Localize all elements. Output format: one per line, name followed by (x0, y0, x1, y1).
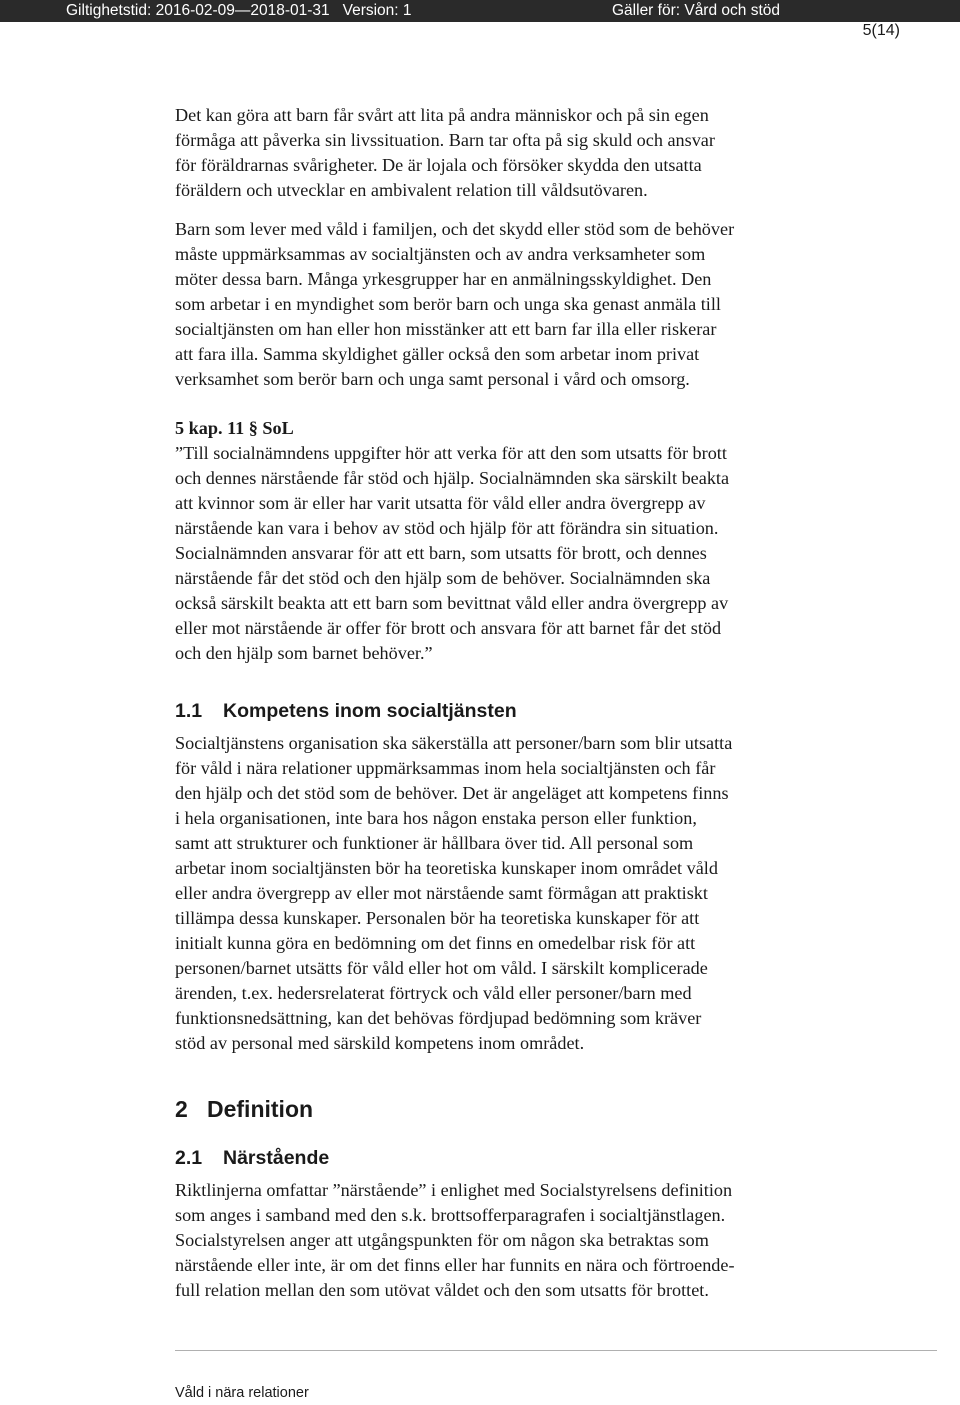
section-title: Närstående (223, 1147, 330, 1169)
section-heading-1-1 (175, 700, 517, 723)
section-title: Kompetens inom socialtjänsten (223, 700, 517, 722)
section-heading-2 (175, 1096, 313, 1123)
validity-version-text: Giltighetstid: 2016-02-09—2018-01-31 Version: 1 (66, 2, 412, 19)
document-header-bar (0, 0, 960, 22)
paragraph-definition-close-relative (175, 1178, 835, 1303)
law-reference-chapter: 5 kap. (175, 418, 223, 438)
section-number: 1.1 (175, 700, 203, 722)
paragraph-children-trust (175, 103, 835, 203)
page-number: 5(14) (862, 22, 900, 39)
paragraph-reporting-duty (175, 217, 835, 392)
law-quote-text: ”Till socialnämndens uppgifter hör att verka för att den som utsatts för brott och dennes närstående får stöd och hjälp. Socialnämnden ska särskilt beakta att kvinnor som är eller har varit utsatta för våld eller andra övergrepp av närstående kan vara i behov av stöd och hjälp för att förändra sin situation. Socialnämnden ansvarar för att ett barn, som utsatts för brott, och dennes närstående får det stöd och den hjälp som de behöver. Socialnämnden ska också särskilt beakta att ett barn som bevittnat våld eller andra övergrepp av eller mot närstående är offer för brott och ansvara för att barnet får det stöd och den hjälp som barnet behöver.” (175, 443, 730, 663)
paragraph-text: Riktlinjerna omfattar ”närstående” i enlighet med Socialstyrelsens definition som anges i samband med den s.k. brottsofferparagrafen i socialtjänstlagen. Socialstyrelsen anger att utgångspunkten för om någon ska betraktas som närstående eller inte, är om det finns eller har funnits en nära och förtroende- full relation mellan den som utövat våldet och den som utsatts för brottet. (175, 1180, 735, 1300)
section-number: 2 (175, 1096, 188, 1122)
applies-to-text: Gäller för: Vård och stöd (612, 2, 780, 19)
footer-title: Våld i nära relationer (175, 1385, 309, 1401)
section-title: Definition (207, 1096, 314, 1122)
law-reference-section: 11 § SoL (222, 418, 294, 438)
paragraph-text: Socialtjänstens organisation ska säkerställa att personer/barn som blir utsatta för våld i nära relationer uppmärksammas inom hela socialtjänsten och får den hjälp och det stöd som de behöver. Det är angeläget att kompetens finns i hela organisationen, inte bara hos någon enstaka person eller funktion, samt att strukturer och funktioner är hållbara över tid. All personal som arbetar inom socialtjänsten bör ha teoretiska kunskaper inom området våld eller andra övergrepp av eller mot närstående samt förmågan att praktiskt tillämpa dessa kunskaper. Personalen bör ha teoretiska kunskaper för att initialt kunna göra en bedömning om det finns en omedelbar risk för att personen/barnet utsätts för våld eller hot om våld. I särskilt komplicerade ärenden, t.ex. hedersrelaterat förtryck och våld eller personer/barn med funktionsnedsättning, kan det behövas fördjupad bedömning som kräver stöd av personal med särskild kompetens inom området. (175, 733, 733, 1053)
law-quote-block (175, 416, 835, 666)
section-heading-2-1 (175, 1147, 329, 1170)
footer-divider (175, 1350, 937, 1351)
section-number: 2.1 (175, 1147, 203, 1169)
paragraph-text: Det kan göra att barn får svårt att lita på andra människor och på sin egen förmåga att påverka sin livssituation. Barn tar ofta på sig skuld och ansvar för föräldrarnas svårigheter. De är lojala och försöker skydda den utsatta föräldern och utvecklar en ambivalent relation till våldsutövaren. (175, 105, 715, 200)
law-reference (175, 416, 835, 441)
paragraph-competence (175, 731, 835, 1056)
paragraph-text: Barn som lever med våld i familjen, och det skydd eller stöd som de behöver måste uppmärksammas av socialtjänsten och av andra verksamheter som möter dessa barn. Många yrkesgrupper har en anmälningsskyldighet. Den som arbetar i en myndighet som berör barn och unga ska genast anmäla till socialtjänsten om han eller hon misstänker att ett barn far illa eller riskerar att fara illa. Samma skyldighet gäller också den som arbetar inom privat verksamhet som berör barn och unga samt personal i vård och omsorg. (175, 219, 735, 389)
